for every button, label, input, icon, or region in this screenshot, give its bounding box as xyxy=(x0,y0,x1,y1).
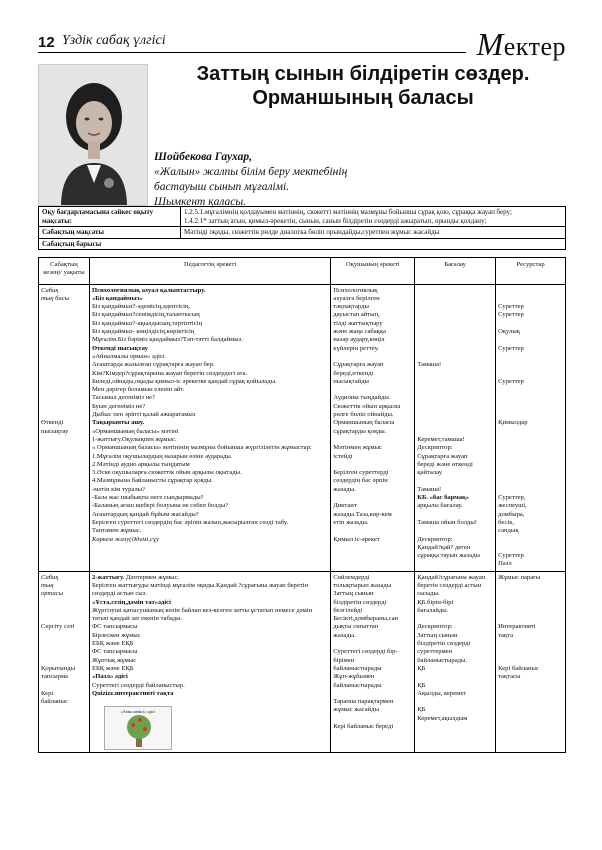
cell-line: Сұрақтарға жауап xyxy=(417,452,468,460)
cell-line xyxy=(498,295,563,303)
cell-line xyxy=(498,536,563,544)
teacher-cell-2 xyxy=(89,571,330,752)
author-block xyxy=(154,150,454,210)
cell-line: байланыстырады xyxy=(333,681,382,689)
cell-line xyxy=(417,698,493,706)
stage-cell-2 xyxy=(39,571,90,752)
cell-line xyxy=(498,403,563,411)
cell-line: Суреттегі сөздерді байланыстыр. xyxy=(91,681,185,689)
cell-line xyxy=(41,648,87,656)
cell-line: Интерактивті xyxy=(498,623,536,631)
cell-line xyxy=(417,328,493,336)
cell-line xyxy=(41,386,87,394)
cell-line xyxy=(41,345,87,353)
cell-line: Тамаша! xyxy=(417,485,442,493)
cell-line: толықтырып жазады xyxy=(333,581,392,589)
lesson-start-row xyxy=(39,284,566,571)
cell-line: сөздердің бас әрпін xyxy=(333,477,388,485)
author-photo xyxy=(38,64,148,206)
cell-line: Заттың сынын xyxy=(417,631,458,639)
cell-line: Жүргізуші қатысушының көзін байлап кез-келген затты ұстатып немесе дәмін татып қандай зат екенін табады. xyxy=(91,606,313,623)
page-number: 12 xyxy=(38,34,55,51)
cell-line xyxy=(333,527,412,535)
col-student: Оқушының әрекеті xyxy=(331,258,415,285)
cell-line: Суреттер xyxy=(498,303,524,311)
cell-line: Сабақ xyxy=(41,573,59,581)
goal-value-1: 1.2.5.1.мұғалімнің қолдауымен мәтіннің, сюжетті мәтіннің мазмұны бойынша сұрақ қою, сұраққа жауап беру; xyxy=(184,208,512,216)
cell-line xyxy=(498,657,563,665)
progress-label: Сабақтың барысы xyxy=(39,238,566,250)
cell-line xyxy=(333,386,412,394)
cell-line: «Ұста,сезің,дәмін тат»әдісі xyxy=(91,598,171,606)
cell-line xyxy=(417,673,493,681)
cell-line: пысықтау xyxy=(41,427,69,435)
cell-line: ҚБ xyxy=(417,681,426,689)
cell-line: Мен дәрігер боламын еленін айт. xyxy=(91,386,185,394)
cell-line: Керемет,ақылдым xyxy=(417,714,468,722)
cell-line: істейді xyxy=(333,452,353,460)
cell-line: Сергіту сәті xyxy=(41,623,75,631)
col-resources: Ресурстар xyxy=(496,258,566,285)
lesson-middle-row xyxy=(39,571,566,752)
cell-line: ФС тапсырмасы xyxy=(91,623,138,631)
cell-line: « Орманшының баласы» мәтінінің мазмұны бойынша жүргізілетін жұмыстар: xyxy=(91,444,312,452)
cell-line: дауыстап айтып, xyxy=(333,311,380,319)
cell-line: байланыстырады. xyxy=(417,656,468,664)
cell-line: Жұптық жұмыс xyxy=(91,656,137,664)
cell-line xyxy=(417,303,493,311)
cell-line: Берілген жаттығуды мәтінді мұғалім оқиды.Қандай ?сұрағына жауап беретін сөздерді астын сыз. xyxy=(91,581,309,598)
cell-line: байланыс xyxy=(41,698,68,706)
cell-line: дықты сипаттап xyxy=(333,623,379,631)
cell-line xyxy=(498,469,563,477)
cell-line: Біз қандаймыз?-ақылдысың,тәртіптісің xyxy=(91,319,203,327)
cell-line: береді және өткенді xyxy=(417,460,473,468)
cell-line: суреттермен xyxy=(417,648,453,656)
cell-line: Қорытынды xyxy=(41,664,76,672)
cell-line: белгілейді xyxy=(333,606,363,614)
cell-line xyxy=(498,486,563,494)
cell-line: Қандай?қай? деген xyxy=(417,543,471,551)
cell-line: 1-жаттығу.Оқулықпен жұмыс. xyxy=(91,435,177,443)
lesson-goal-row xyxy=(39,227,566,239)
cell-line: береді,өткенді xyxy=(333,369,374,377)
cell-line xyxy=(498,428,563,436)
goal-value-2: 1.4.2.1* заттың атын, қимыл-әрекетін, сынын, санын білдіретін сөздерді ажыратып, орынды қолдану; xyxy=(184,216,487,225)
author-position: бастауыш сынып мұғалімі. xyxy=(154,181,290,193)
cell-line xyxy=(498,477,563,485)
cell-line xyxy=(498,411,563,419)
header-rule xyxy=(38,52,466,53)
cell-line xyxy=(498,436,563,444)
cell-line xyxy=(417,320,493,328)
cell-line xyxy=(417,419,493,427)
cell-line: жазады. xyxy=(333,485,356,493)
cell-line: күйлерін реттеу. xyxy=(333,344,379,352)
lesson-info-table xyxy=(38,206,566,250)
cell-line: сызады. xyxy=(417,590,440,598)
cell-line xyxy=(498,544,563,552)
cell-line: Біз қандаймыз?сенімдісің,талаптысың xyxy=(91,311,200,319)
cell-line xyxy=(41,599,87,607)
cell-line: Жұп-жұбымен xyxy=(333,673,375,681)
cell-line: ҚБ.бірін-бірі xyxy=(417,598,454,606)
cell-line xyxy=(417,353,493,361)
cell-line xyxy=(333,715,412,723)
assess-cell xyxy=(415,284,496,571)
cell-line xyxy=(41,640,87,648)
col-teacher: Педагогтің әрекеті xyxy=(89,258,330,285)
cell-line xyxy=(417,428,493,436)
cell-line xyxy=(498,444,563,452)
cell-line xyxy=(41,682,87,690)
cell-line: -Бала жас шыбықты неге сындырмады? xyxy=(91,494,204,502)
cell-line: Кері xyxy=(41,689,54,697)
cell-line xyxy=(417,345,493,353)
cell-line: назар аудару,көңіл xyxy=(333,336,385,344)
cell-line: Керемет,тамаша! xyxy=(417,435,465,443)
cell-line: Дескриптор: xyxy=(417,535,453,543)
cell-line: Кері байланыс xyxy=(498,664,539,672)
teacher-cell xyxy=(89,284,330,571)
cell-line xyxy=(498,582,563,590)
cell-line: қайталау xyxy=(417,469,442,477)
cell-line: Тамаша! xyxy=(417,361,442,369)
author-city: Шымкент қаласы. xyxy=(154,196,247,208)
cell-line xyxy=(333,690,412,698)
cell-line: «Біз қандаймыз» xyxy=(91,294,143,302)
cell-line xyxy=(417,394,493,402)
section-title: Үздік сабақ үлгісі xyxy=(62,33,166,48)
cell-line xyxy=(498,590,563,598)
cell-line xyxy=(417,378,493,386)
cell-line: Тамаша ойын болды! xyxy=(417,518,477,526)
cell-line: Сюжеттік ойын арқылы xyxy=(333,402,401,410)
cell-line: 2.Мәтінді аудио арқылы тыңдатым xyxy=(91,460,190,468)
author-photo-image xyxy=(39,65,148,206)
page-header xyxy=(38,26,566,62)
col-stage: Сабақтың кезеңі/ уақыты xyxy=(39,258,90,285)
cell-line: тақтасы xyxy=(498,673,521,681)
cell-line: рөлге бөліп ойнайды. xyxy=(333,411,394,419)
cell-line: Қимылдар xyxy=(498,419,528,427)
cell-line: Суреттер xyxy=(498,377,524,385)
cell-line: беретін сөздерді астын xyxy=(417,581,482,589)
cell-line: Мәтінмен жұмыс xyxy=(333,444,382,452)
cell-line: сұрақтарды қояды. xyxy=(333,427,387,435)
cell-line xyxy=(41,378,87,386)
cell-line xyxy=(333,461,412,469)
cell-line xyxy=(41,615,87,623)
student-cell xyxy=(331,284,415,571)
col-assess: Бағалау xyxy=(415,258,496,285)
cell-line xyxy=(417,386,493,394)
cell-line: жазады. xyxy=(333,631,356,639)
cell-line: Өткенді xyxy=(41,419,64,427)
assess-cell-2 xyxy=(415,571,496,752)
cell-line: 3.Әске оқушыларға сюжеттік ойын арқылы оқытады. xyxy=(91,469,242,477)
cell-line: Орманшының баласы xyxy=(333,419,395,427)
cell-line: бағалайды. xyxy=(417,606,449,614)
cell-line: Суреттер, xyxy=(498,494,526,502)
cell-line: тақта xyxy=(498,631,514,639)
cell-line xyxy=(498,361,563,369)
cell-line: Біз қандаймыз- көңілдісің,көріктісің xyxy=(91,328,195,336)
cell-line: Диктант xyxy=(333,502,357,510)
cell-line xyxy=(41,403,87,411)
cell-line xyxy=(41,311,87,319)
cell-line: «Айналмалы орман» әдісі xyxy=(91,352,165,360)
cell-line: және жаңа сабаққа xyxy=(333,328,386,336)
cell-line: домбыра, xyxy=(498,510,525,518)
cell-line: Берілген суреттегі сөздердің бас әріпін жазып,жасырылған сөзді табу. xyxy=(91,518,289,526)
cell-line xyxy=(498,394,563,402)
lesson-goal-label: Сабақтың мақсаты xyxy=(39,227,181,239)
cell-line: жазады.Таза,көр-кем xyxy=(333,510,392,518)
cell-line: Суреттер xyxy=(498,311,524,319)
cell-line: Кім?Кімдер?сұрақтарына жауап беретін сөздердегі ата. xyxy=(91,369,248,377)
cell-line xyxy=(333,640,412,648)
cell-line xyxy=(498,615,563,623)
author-school: «Жалын» жалпы білім беру мектебінің xyxy=(154,166,348,178)
cell-line xyxy=(498,599,563,607)
cell-line: ахуалға берілген xyxy=(333,294,380,302)
cell-line: Суреттегі сөздерді бір- xyxy=(333,648,398,656)
cell-line: Қимыл іс-әрекет xyxy=(333,535,380,543)
tree-thumbnail-image xyxy=(104,706,172,750)
cell-line xyxy=(41,607,87,615)
cell-line: Ағаштарда жазылған сұрақтарға жауап бер. xyxy=(91,361,215,369)
cell-line: Биледі,ойнады,оқыды қимыл-іс әрекетке қандай сұрақ қойылады. xyxy=(91,377,277,385)
magazine-logo: Mектер xyxy=(476,26,566,62)
resources-cell-2 xyxy=(496,571,566,752)
cell-line xyxy=(41,657,87,665)
cell-line xyxy=(333,494,412,502)
exercise-2-line: 2-жаттығу. Дәптермен жұмыс. xyxy=(91,573,180,581)
cell-line: етіп жазады. xyxy=(333,518,369,526)
cell-line: «Пазл» әдісі xyxy=(91,673,128,681)
cell-line: Quizizz.интерактивті тақта xyxy=(91,689,174,697)
cell-line: жеспеуші, xyxy=(498,502,527,510)
cell-line xyxy=(41,328,87,336)
cell-line xyxy=(498,287,563,295)
cell-line xyxy=(417,527,493,535)
cell-line: бірімен xyxy=(333,656,355,664)
cell-line xyxy=(498,386,563,394)
lesson-plan-table xyxy=(38,257,566,753)
cell-line: жұмыс жасайды xyxy=(333,706,380,714)
cell-line: Психологиялық xyxy=(333,286,378,294)
cell-line: Мұғалім.Біз бәріміз қандаймыз?Тәп-тәтті балдаймыз. xyxy=(91,336,243,344)
cell-line: тапсырма xyxy=(41,673,68,681)
author-name: Шойбекова Гаухар, xyxy=(154,151,252,163)
header-row xyxy=(39,258,566,285)
cell-line: арқылы бағалау. xyxy=(417,502,463,510)
cell-line xyxy=(498,320,563,328)
cell-line xyxy=(498,607,563,615)
cell-line: Суреттер xyxy=(498,552,524,560)
cell-line: -Баланың ағаш шеберi болуына не себеп болды? xyxy=(91,502,229,510)
cell-line xyxy=(417,336,493,344)
cell-line: Таптамен жұмыс. xyxy=(91,527,142,535)
cell-line xyxy=(41,632,87,640)
cell-line: 1.Мұғалім оқушылардың назарын өзіне аударады. xyxy=(91,452,233,460)
cell-line: Сұрақтарға жауап xyxy=(333,361,384,369)
cell-line xyxy=(417,411,493,419)
title-line-1: Заттың сынын білдіретін сөздер. xyxy=(196,63,530,85)
goal-row xyxy=(39,207,566,227)
cell-line: бесік, xyxy=(498,518,515,526)
cell-line: Тарапна парақтармен xyxy=(333,698,394,706)
cell-line: Заттың сынын xyxy=(333,590,374,598)
cell-line xyxy=(41,394,87,402)
cell-line: Буын дегеніміз не? xyxy=(91,402,146,410)
cell-line: пысықтайды xyxy=(333,377,369,385)
cell-line xyxy=(333,436,412,444)
cell-line xyxy=(41,303,87,311)
cell-line: Өткенді пысықтау xyxy=(91,344,148,352)
cell-line: ҚБ xyxy=(417,664,426,672)
stage-cell xyxy=(39,284,90,571)
lesson-goal-value: Мәтінді оқиды, сюжеттік рөлде диалогка бөліп орындайды,суретпен жұмыс жасайды xyxy=(181,227,566,239)
cell-line: Оқулық xyxy=(498,328,520,336)
cell-line: Қандай?сұрағына жауап xyxy=(417,573,486,581)
cell-line: Сабақ xyxy=(41,286,59,294)
cell-line: білдіретін сөздерді xyxy=(333,598,387,606)
cell-line: ортасы xyxy=(41,590,64,598)
cell-line xyxy=(498,453,563,461)
goal-value xyxy=(181,207,566,227)
cell-line xyxy=(417,615,493,623)
cell-line xyxy=(498,640,563,648)
cell-line: Жұмыс парағы xyxy=(498,573,541,581)
cell-line xyxy=(498,336,563,344)
cell-line xyxy=(498,648,563,656)
cell-line xyxy=(417,370,493,378)
cell-line: Аудионы тыңдайды. xyxy=(333,394,391,402)
cell-line xyxy=(417,295,493,303)
cell-line xyxy=(417,287,493,295)
goal-label: Оқу бағдарламасына сәйкес оқыту мақсаты: xyxy=(39,207,181,227)
cell-line: -мәтін кім туралы? xyxy=(91,485,145,493)
cell-line: ҚБ xyxy=(417,706,426,714)
cell-line: Психологиялық ахуал қалыптастыру. xyxy=(91,286,206,294)
cell-line xyxy=(417,477,493,485)
cell-line: тілді жаттықтыру xyxy=(333,319,383,327)
cell-line xyxy=(417,403,493,411)
cell-line: тың басы xyxy=(41,294,70,302)
cell-line: ЕБҚ және ЕҚБ xyxy=(91,640,134,648)
cell-line: тың xyxy=(41,581,54,589)
cell-line: Дескриптор: xyxy=(417,444,453,452)
cell-line: Дескриптор: xyxy=(417,623,453,631)
cell-line: Бірлескен жұмыс xyxy=(91,631,141,639)
cell-line: сұраққа тауып жазады xyxy=(417,552,480,560)
cell-line xyxy=(41,336,87,344)
cell-line: 4.Мазмұнына байланысты сұрақтар қояды. xyxy=(91,477,213,485)
cell-line xyxy=(498,461,563,469)
cell-line xyxy=(333,353,412,361)
progress-row xyxy=(39,238,566,250)
thumbnail-caption: «Ағаш жемісі» әдісі xyxy=(120,709,156,715)
cell-line: Тасымал дегеніміз не? xyxy=(91,394,155,402)
student-cell-2 xyxy=(331,571,415,752)
cell-line: ЕБҚ және ЕҚБ xyxy=(91,664,134,672)
cell-line: Ақылды, керемет xyxy=(417,689,467,697)
assess-bold-line: КБ. «бас бармақ» xyxy=(417,494,470,502)
cell-line: Біз қандаймыз?-әдемісің,әдептісің. xyxy=(91,303,191,311)
cell-line: Суреттер xyxy=(498,344,524,352)
cell-line xyxy=(41,353,87,361)
article-title xyxy=(160,62,566,110)
cell-line: Дыбыс пен әріпті қалай ажыратамыз xyxy=(91,411,196,419)
cell-line: Кері байланыс береді xyxy=(333,723,394,731)
cell-line xyxy=(417,511,493,519)
cell-line xyxy=(41,411,87,419)
cell-line xyxy=(498,353,563,361)
cell-line: Бесікті,домбыраны,сан xyxy=(333,615,399,623)
cell-line: Тақырыпты ашу. xyxy=(91,419,145,427)
cell-line: «Орманшының баласы» мәтіні xyxy=(91,427,179,435)
cell-line: байланыстырады xyxy=(333,664,382,672)
cell-line: Берілген суреттерді xyxy=(333,469,389,477)
cell-line: Пазл xyxy=(498,560,512,568)
cell-line xyxy=(498,370,563,378)
cell-line xyxy=(41,361,87,369)
cell-line: сандық xyxy=(498,527,519,535)
cell-line xyxy=(41,370,87,378)
cell-line: Сөйлемдерді xyxy=(333,573,370,581)
cell-line: ФС тапсырмасы xyxy=(91,648,138,656)
cell-line: Ағаштардың қандай бұйым жасайды? xyxy=(91,510,199,518)
title-line-2: Орманшының баласы xyxy=(252,87,474,109)
cell-line: білдіретін сөздерді xyxy=(417,640,471,648)
cell-line xyxy=(41,320,87,328)
cell-line: тақпақтарды xyxy=(333,303,369,311)
cell-line xyxy=(417,311,493,319)
resources-cell xyxy=(496,284,566,571)
cell-line: Көркем жазу(Әдемі,сұу xyxy=(91,535,160,543)
